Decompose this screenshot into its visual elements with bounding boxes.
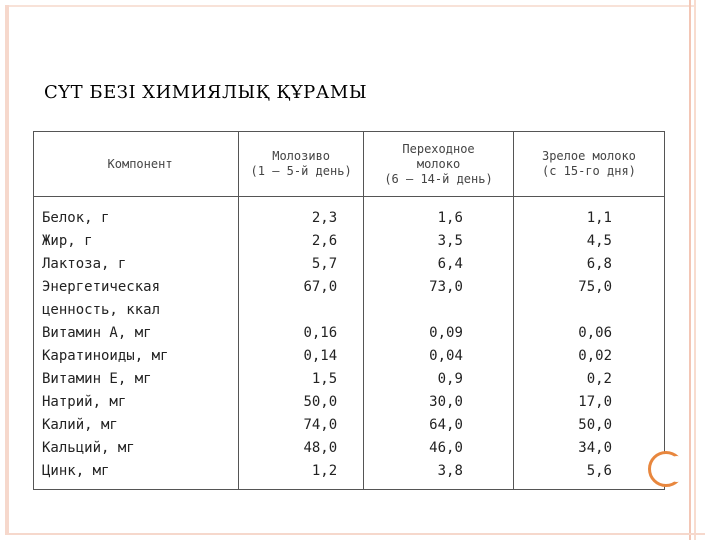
cell-mature: 6,8: [513, 253, 664, 276]
header-line: Зрелое молоко: [541, 149, 636, 163]
slide-frame-right-line-2: [694, 0, 696, 540]
cell-colostrum: 1,5: [239, 368, 364, 391]
cell-colostrum: 74,0: [239, 414, 364, 437]
cell-mature: 4,5: [513, 230, 664, 253]
cell-mature: 34,0: [513, 437, 664, 460]
cell-mature: 5,6: [513, 460, 664, 490]
cell-transitional: 64,0: [364, 414, 514, 437]
header-colostrum: [239, 132, 364, 197]
cell-transitional: 0,04: [364, 345, 514, 368]
header-line: (с 15-го дня): [541, 164, 636, 178]
slide-frame-bottom: [5, 533, 705, 535]
cell-mature: 75,0: [513, 276, 664, 322]
cell-colostrum: 1,2: [239, 460, 364, 490]
cell-mature: 50,0: [513, 414, 664, 437]
table-header-row: [34, 132, 665, 197]
cell-colostrum: 2,6: [239, 230, 364, 253]
cell-component: Каратиноиды, мг: [34, 345, 239, 368]
cell-colostrum: 2,3: [239, 197, 364, 231]
cell-colostrum: 48,0: [239, 437, 364, 460]
table-row: [34, 437, 665, 460]
cell-transitional: 6,4: [364, 253, 514, 276]
table-row: [34, 368, 665, 391]
cell-transitional: 3,5: [364, 230, 514, 253]
cell-component: Лактоза, г: [34, 253, 239, 276]
cell-transitional: 30,0: [364, 391, 514, 414]
cell-colostrum: 0,14: [239, 345, 364, 368]
slide-frame-top: [5, 5, 695, 7]
cell-colostrum: 50,0: [239, 391, 364, 414]
table-row: [34, 391, 665, 414]
table-row: [34, 345, 665, 368]
cell-component: Энергетическая ценность, ккал: [34, 276, 239, 322]
cell-transitional: 3,8: [364, 460, 514, 490]
cell-transitional: 73,0: [364, 276, 514, 322]
cell-mature: 17,0: [513, 391, 664, 414]
cell-transitional: 1,6: [364, 197, 514, 231]
cell-component: Калий, мг: [34, 414, 239, 437]
cell-colostrum: 0,16: [239, 322, 364, 345]
table-row: [34, 276, 665, 322]
cell-mature: 0,02: [513, 345, 664, 368]
decorative-circle-cutout: [666, 456, 688, 482]
header-line: Молозиво: [272, 149, 331, 163]
header-line: Компонент: [107, 156, 173, 171]
header-mature: [513, 132, 664, 197]
slide-title: СҮТ БЕЗІ ХИМИЯЛЫҚ ҚҰРАМЫ: [44, 82, 368, 103]
header-line: (6 – 14-й день): [384, 171, 493, 186]
cell-component: Кальций, мг: [34, 437, 239, 460]
cell-colostrum: 5,7: [239, 253, 364, 276]
cell-component: Натрий, мг: [34, 391, 239, 414]
cell-transitional: 0,9: [364, 368, 514, 391]
table-row: [34, 253, 665, 276]
cell-component: Цинк, мг: [34, 460, 239, 490]
table-row: [34, 322, 665, 345]
table-body: [34, 197, 665, 490]
cell-colostrum: 67,0: [239, 276, 364, 322]
cell-mature: 1,1: [513, 197, 664, 231]
cell-transitional: 0,09: [364, 322, 514, 345]
slide-frame-left: [5, 5, 9, 535]
cell-component: Витамин А, мг: [34, 322, 239, 345]
cell-mature: 0,2: [513, 368, 664, 391]
header-line: молоко: [416, 156, 461, 171]
cell-component: Витамин Е, мг: [34, 368, 239, 391]
header-line: (1 – 5-й день): [250, 164, 352, 178]
header-component: [34, 132, 239, 197]
header-line: Переходное: [402, 141, 475, 156]
table-row: [34, 230, 665, 253]
table-row: [34, 197, 665, 231]
header-transitional: [364, 132, 514, 197]
cell-mature: 0,06: [513, 322, 664, 345]
cell-transitional: 46,0: [364, 437, 514, 460]
cell-component: Жир, г: [34, 230, 239, 253]
slide-frame-right-line: [689, 0, 691, 540]
cell-component: Белок, г: [34, 197, 239, 231]
table-row: [34, 460, 665, 490]
composition-table: [33, 131, 665, 490]
table-row: [34, 414, 665, 437]
